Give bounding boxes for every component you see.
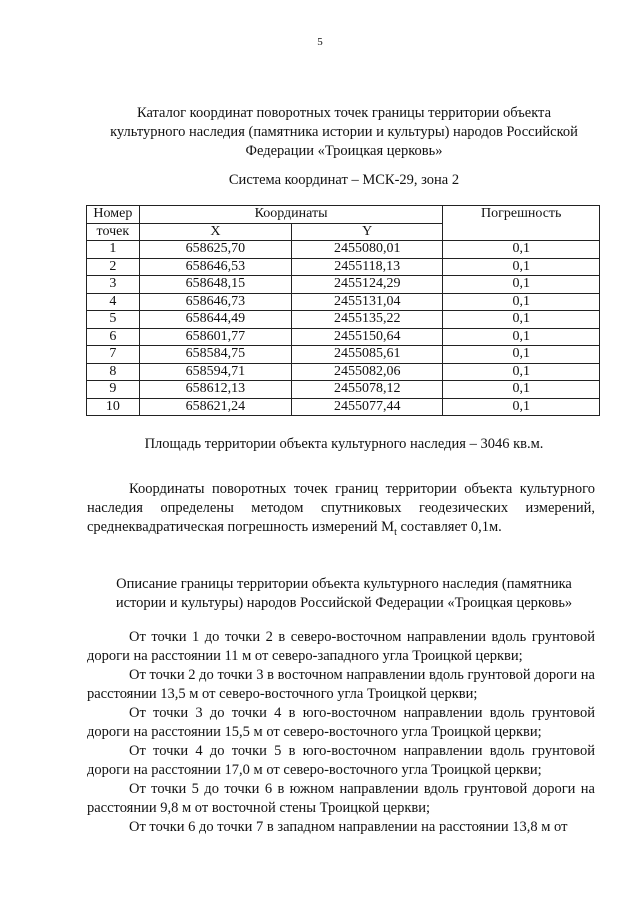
cell-number: 3 [87,276,140,294]
cell-error: 0,1 [443,398,600,416]
border-description-title [84,575,604,613]
border-segments [87,628,595,837]
coordinate-system: Система координат – МСК-29, зона 2 [228,172,460,188]
header-x: X [139,223,291,241]
cell-x: 658601,77 [139,328,291,346]
method-text-main: Координаты поворотных точек границ территории объекта культурного наследия определены методом спутниковых геодезических измерений, среднеквадратическая погрешность измерений M [87,481,595,535]
cell-y: 2455082,06 [292,363,443,381]
table-row [87,328,600,346]
border-title-line: Описание границы территории объекта культурного наследия (памятника [116,576,572,592]
segment-paragraph: От точки 1 до точки 2 в северо-восточном направлении вдоль грунтовой дороги на расстоянии 11 м от северо-западного угла Троицкой церкви; [87,629,595,664]
table-row [87,241,600,259]
cell-y: 2455124,29 [292,276,443,294]
cell-number: 4 [87,293,140,311]
segment-paragraph: От точки 4 до точки 5 в юго-восточном направлении вдоль грунтовой дороги на расстоянии 17,0 м от северо-восточного угла Троицкой церкви; [87,743,595,778]
cell-x: 658648,15 [139,276,291,294]
catalog-title-line: Федерации «Троицкая церковь» [245,143,443,159]
cell-x: 658625,70 [139,241,291,259]
segment-paragraph: От точки 3 до точки 4 в юго-восточном направлении вдоль грунтовой дороги на расстоянии 15,5 м от северо-восточного угла Троицкой церкви; [87,705,595,740]
cell-x: 658646,73 [139,293,291,311]
table-header-row [87,206,600,224]
catalog-title-line: культурного наследия (памятника истории и культуры) народов Российской [110,124,578,140]
cell-error: 0,1 [443,363,600,381]
table-row [87,276,600,294]
cell-number: 9 [87,381,140,399]
coordinates-table [86,205,600,416]
cell-error: 0,1 [443,293,600,311]
cell-number: 6 [87,328,140,346]
cell-y: 2455118,13 [292,258,443,276]
cell-error: 0,1 [443,346,600,364]
cell-number: 8 [87,363,140,381]
header-number: Номер [87,206,140,224]
segment-paragraph: От точки 6 до точки 7 в западном направлении на расстоянии 13,8 м от [129,819,568,835]
table-row [87,363,600,381]
header-error: Погрешность [443,206,600,241]
method-text-subscript: t [394,526,397,538]
segment-paragraph: От точки 5 до точки 6 в южном направлении вдоль грунтовой дороги на расстоянии 9,8 м от восточной стены Троицкой церкви; [87,781,595,816]
page-number: 5 [317,36,323,48]
table-row [87,381,600,399]
cell-number: 10 [87,398,140,416]
cell-x: 658584,75 [139,346,291,364]
cell-error: 0,1 [443,328,600,346]
header-y: Y [292,223,443,241]
method-text-tail: составляет 0,1м. [396,519,502,535]
table-row [87,311,600,329]
header-number-2: точек [87,223,140,241]
cell-number: 5 [87,311,140,329]
cell-error: 0,1 [443,311,600,329]
header-coordinates: Координаты [139,206,443,224]
cell-x: 658621,24 [139,398,291,416]
cell-number: 7 [87,346,140,364]
cell-y: 2455077,44 [292,398,443,416]
cell-y: 2455131,04 [292,293,443,311]
cell-error: 0,1 [443,276,600,294]
cell-y: 2455135,22 [292,311,443,329]
cell-x: 658612,13 [139,381,291,399]
cell-error: 0,1 [443,381,600,399]
segment-paragraph: От точки 2 до точки 3 в восточном направлении вдоль грунтовой дороги на расстоянии 13,5 м от северо-восточного угла Троицкой церкви; [87,667,595,702]
cell-y: 2455150,64 [292,328,443,346]
table-row [87,346,600,364]
cell-number: 1 [87,241,140,259]
table-row [87,293,600,311]
table-row [87,258,600,276]
catalog-title [84,104,604,161]
cell-error: 0,1 [443,241,600,259]
method-paragraph [87,480,595,542]
cell-x: 658644,49 [139,311,291,329]
area-text: Площадь территории объекта культурного наследия – 3046 кв.м. [144,436,544,452]
cell-y: 2455085,61 [292,346,443,364]
cell-y: 2455078,12 [292,381,443,399]
cell-x: 658646,53 [139,258,291,276]
cell-error: 0,1 [443,258,600,276]
method-text [87,480,595,542]
catalog-title-line: Каталог координат поворотных точек границы территории объекта [136,105,551,121]
border-title-line: истории и культуры) народов Российской Федерации «Троицкая церковь» [115,595,573,611]
cell-y: 2455080,01 [292,241,443,259]
table-row [87,398,600,416]
cell-x: 658594,71 [139,363,291,381]
cell-number: 2 [87,258,140,276]
